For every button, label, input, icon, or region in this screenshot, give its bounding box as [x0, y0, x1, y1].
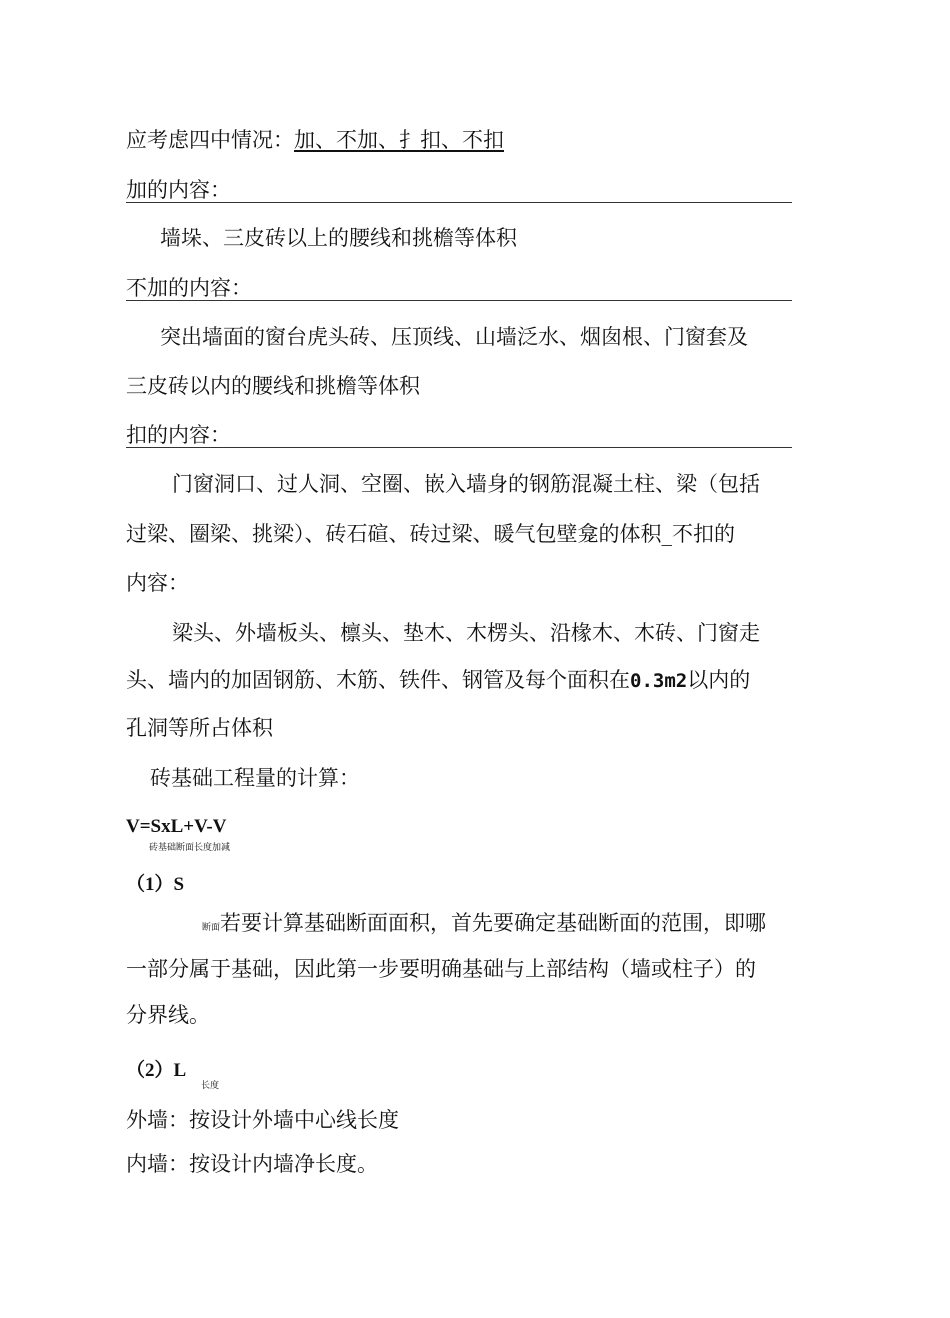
foundation-heading: 砖基础工程量的计算：: [150, 766, 360, 790]
formula: V=SxL+V-V: [126, 816, 227, 837]
item1-line: [202, 907, 766, 937]
intro-label: 应考虑四中情况：: [126, 128, 294, 152]
item1-line: 一部分属于基础，因此第一步要明确基础与上部结构（墙或柱子）的: [126, 957, 756, 981]
no-add-heading: 不加的内容：: [126, 276, 252, 300]
item1-subscript: 断面: [202, 923, 221, 933]
divider: [126, 447, 792, 448]
deduct-body-line: 内容：: [126, 571, 189, 595]
item2-label: （2）L: [126, 1060, 187, 1081]
item1-label: （1）S: [126, 874, 185, 895]
divider: [126, 300, 792, 301]
area-value: 0.3m2: [630, 670, 688, 692]
no-deduct-line: 梁头、外墙板头、檩头、垫木、木楞头、沿椽木、木砖、门窗走: [172, 621, 760, 645]
divider: [126, 202, 792, 203]
deduct-body-line: 门窗洞口、过人洞、空圈、嵌入墙身的钢筋混凝土柱、梁（包括: [172, 472, 760, 496]
outer-wall-line: 外墙：按设计外墙中心线长度: [126, 1108, 399, 1132]
add-heading: 加的内容：: [126, 178, 231, 202]
no-deduct-text: 头、墙内的加固钢筋、木筋、铁件、钢管及每个面积在: [126, 668, 630, 692]
no-add-body-line: 三皮砖以内的腰线和挑檐等体积: [126, 374, 420, 398]
item2-subscript: 长度: [201, 1081, 220, 1091]
item1-text: 若要计算基础断面面积，首先要确定基础断面的范围，即哪: [220, 911, 767, 935]
no-deduct-line: [126, 664, 750, 694]
no-add-body-line: 突出墙面的窗台虎头砖、压顶线、山墙泛水、烟囱根、门窗套及: [160, 325, 748, 349]
formula-subscripts: 砖基础断面长度加减: [149, 843, 231, 853]
deduct-heading: 扣的内容：: [126, 423, 231, 447]
intro-line: [126, 124, 504, 154]
item1-line: 分界线。: [126, 1003, 210, 1027]
no-deduct-text: 以内的: [687, 668, 751, 692]
deduct-body-line: 过梁、圈梁、挑梁）、砖石碹、砖过梁、暖气包壁龛的体积_不扣的: [126, 522, 735, 546]
inner-wall-line: 内墙：按设计内墙净长度。: [126, 1152, 378, 1176]
intro-options: 加、不加、扌扣、不扣: [294, 128, 504, 152]
no-deduct-line: 孔洞等所占体积: [126, 716, 273, 740]
add-body: 墙垛、三皮砖以上的腰线和挑檐等体积: [160, 226, 517, 250]
